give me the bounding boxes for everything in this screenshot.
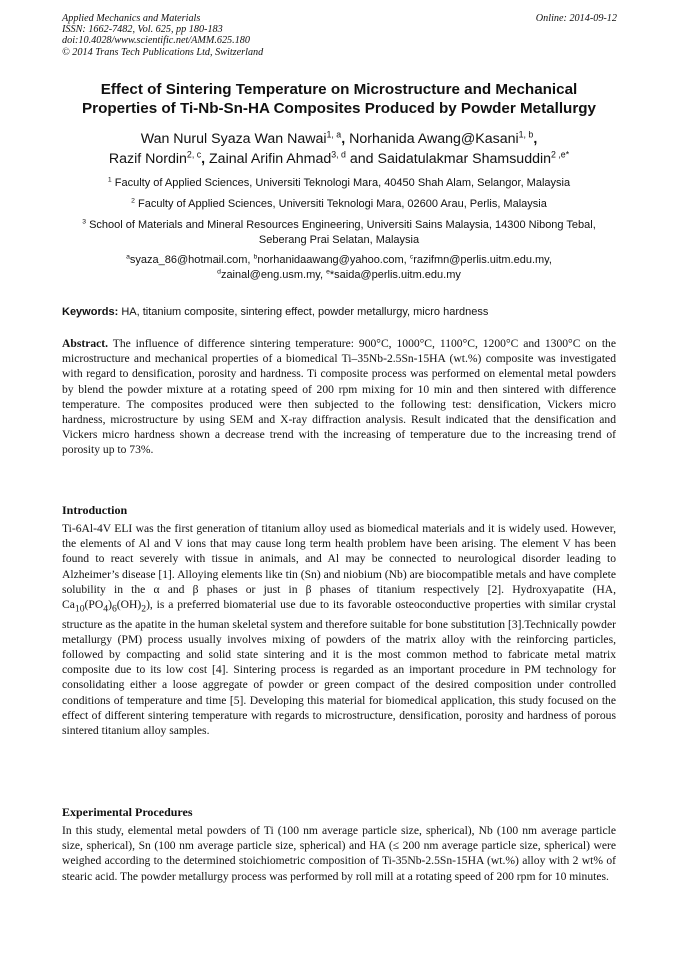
formula-subscript: 10 [74, 603, 85, 615]
affiliation-number: 2 [131, 197, 135, 205]
email-marker: e [326, 268, 330, 276]
abstract [62, 336, 616, 458]
author-affiliation-marker: 2 ,e* [551, 148, 570, 159]
author-emails [58, 253, 620, 283]
author-conjunction: and [349, 150, 374, 167]
author-affiliation-marker: 2, c [186, 148, 202, 159]
author-line-2 [50, 150, 628, 170]
affiliation-2 [58, 197, 620, 212]
author-name: Norhanida Awang@Kasani [349, 131, 519, 147]
email-e: *saida@perlis.uitm.edu.my [329, 269, 461, 281]
keywords [62, 305, 617, 320]
email-line-2 [58, 268, 620, 283]
introduction-text: (PO [84, 598, 104, 612]
abstract-label: Abstract. [62, 337, 109, 350]
email-line-1 [58, 253, 620, 268]
introduction-text: ) [108, 598, 112, 612]
journal-header [62, 13, 617, 58]
affiliation-text: School of Materials and Mineral Resources Engineering, Universiti Sains Malaysia, 14300 Nibong Tebal, Seberang Prai Selatan, Malaysia [89, 219, 596, 246]
introduction-heading: Introduction [62, 503, 128, 517]
author-affiliation-marker: 1, b [518, 129, 534, 140]
journal-issn: ISSN: 1662-7482, Vol. 625, pp 180-183 [62, 24, 223, 36]
email-c: razifmn@perlis.uitm.edu.my, [413, 254, 552, 266]
online-date: Online: 2014-09-12 [535, 13, 617, 24]
author-separator: , [341, 131, 346, 147]
email-a: syaza_86@hotmail.com, [129, 254, 251, 266]
experimental-body: In this study, elemental metal powders of Ti (100 nm average particle size, spherical), Nb (100 nm average particle size, spherical), Sn (100 nm average particle size, spherical) and HA (≤ 200 nm average particle size, spherical) were weighed according to the determined stoichiometric composition of Ti-35Nb-2.5Sn-15HA (wt.%) alloy with 2 wt% of stearic acid. The powder metallurgy process was performed by roll mill at a rotating speed of 200 rpm for 10 minutes. [62, 824, 616, 883]
journal-copyright: © 2014 Trans Tech Publications Ltd, Switzerland [62, 46, 264, 58]
author-name: Razif Nordin [108, 150, 187, 167]
introduction-body [62, 521, 616, 738]
experimental-heading: Experimental Procedures [62, 805, 193, 819]
title-line-2: Properties of Ti-Nb-Sn-HA Composites Produced by Powder Metallurgy [82, 100, 596, 117]
formula-subscript: 6 [111, 603, 117, 615]
affiliation-number: 3 [82, 218, 87, 226]
affiliation-1 [58, 176, 620, 191]
abstract-text: The influence of difference sintering temperature: 900°C, 1000°C, 1100°C, 1200°C and 1300°C on the microstructure and mechanical properties of a biomedical Ti–35Nb-2.5Sn-15HA (wt.%) composite was investigated with regard to densification, porosity and hardness. Ti composite process was performed on elemental metal powders by blend the powder mixture at a rotating speed of 200 rpm mixing for 10 min and then sintered with difference temperature. The composites produced were then subjected to the following test: densification, Vickers micro hardness, microstructure by using SEM and X-ray diffraction analysis. Result indicated that the densification and Vickers micro hardness shown a decrease trend with the increasing of temperature due to the increasing trend of porosity up to 73%. [62, 337, 616, 457]
author-list [50, 130, 628, 169]
affiliation-number: 1 [107, 176, 112, 184]
author-affiliation-marker: 1, a [326, 129, 342, 140]
email-marker: d [217, 268, 221, 276]
email-marker: b [253, 253, 258, 261]
title-line-1: Effect of Sintering Temperature on Microstructure and Mechanical [100, 81, 578, 98]
author-name: Wan Nurul Syaza Wan Nawai [140, 131, 327, 147]
journal-doi: doi:10.4028/www.scientific.net/AMM.625.180 [62, 35, 250, 47]
affiliation-text: Faculty of Applied Sciences, Universiti Teknologi Mara, 40450 Shah Alam, Selangor, Malaysia [114, 177, 571, 189]
keywords-text: HA, titanium composite, sintering effect, powder metallurgy, micro hardness [121, 306, 489, 318]
affiliation-text: Faculty of Applied Sciences, Universiti Teknologi Mara, 02600 Arau, Perlis, Malaysia [138, 198, 547, 210]
author-name: Saidatulakmar Shamsuddin [377, 150, 552, 167]
formula-subscript: 4 [103, 603, 109, 615]
introduction-text: Ti-6Al-4V ELI was the first generation of titanium alloy used as biomedical materials and it is widely used. However, the elements of Al and V ions that may cause long term health problem have been arising. The element V has been found to react severely with tissue in animals, and Al may be connected to neurological disorder leading to Alzheimer’s disease [1]. Alloying elements like tin (Sn) and niobium (Nb) are biocompatible metals and have complete solubility in the α and β phases or just in β phases of titanium respectively [2]. Hydroxyapatite (HA, Ca [62, 522, 616, 612]
author-line-1 [50, 130, 628, 150]
author-separator: , [533, 131, 538, 147]
keywords-label: Keywords: [62, 306, 119, 318]
author-separator: , [201, 150, 206, 167]
email-marker: a [126, 253, 130, 261]
affiliation-3 [58, 218, 620, 248]
email-d: zainal@eng.usm.my, [220, 269, 323, 281]
author-name: Zainal Arifin Ahmad [209, 150, 332, 167]
author-affiliation-marker: 3, d [331, 148, 346, 159]
introduction-text: ), is a preferred biomaterial use due to its favorable osteoconductive properties with similar crystal structure as the apatite in the human skeletal system and therefore suitable for bone substitution [3].Technically powder metallurgy (PM) process usually involves mixing of powders of the matrix alloy with the reinforcing particles, followed by compacting and solid state sintering and it is the most common method to fabricate metal matrix composite due to its low cost [4]. Sintering process is regarded as an important procedure in PM technology for consolidating either a loose aggregate of powder or green compact of the desired composition under controlled conditions of temperature and time [5]. Developing this material for biomedical application, this study focused on the effect of different sintering temperature with regards to microstructure, densification, porosity and hardness of porous sintered titanium alloy samples. [62, 598, 616, 737]
formula-subscript: 2 [141, 603, 147, 615]
email-b: norhanidaawang@yahoo.com, [257, 254, 407, 266]
email-marker: c [409, 253, 414, 261]
introduction-text: (OH) [116, 598, 142, 612]
journal-name: Applied Mechanics and Materials [62, 13, 201, 24]
paper-title [50, 80, 628, 118]
